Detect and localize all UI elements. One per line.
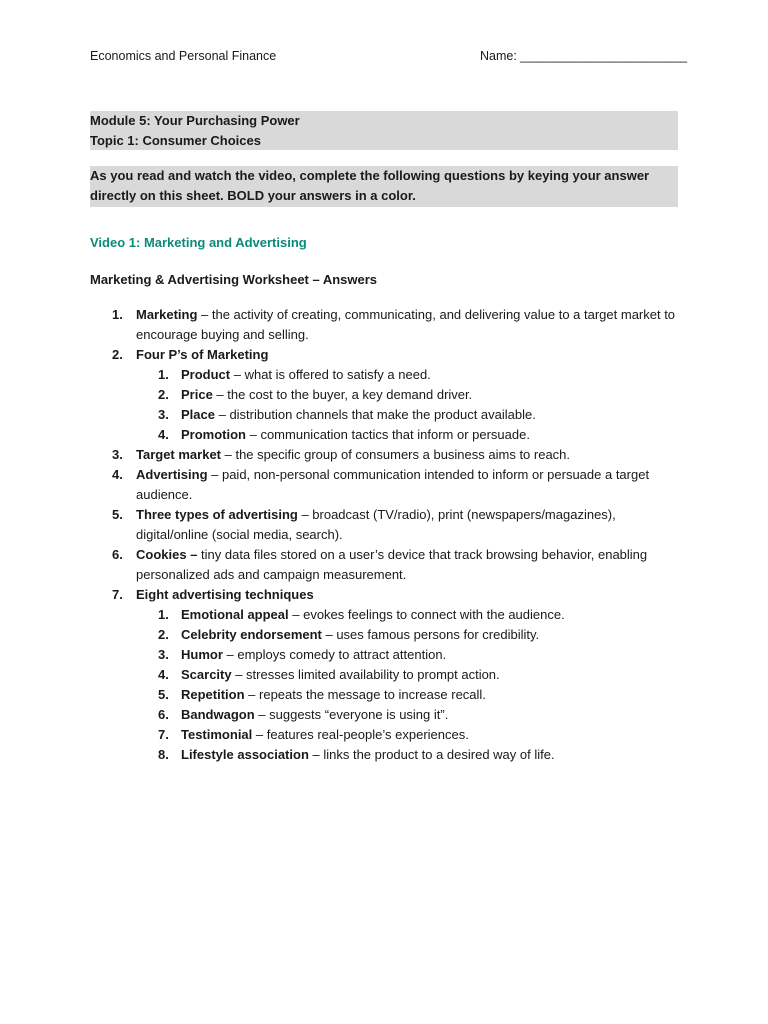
- sub-list-item: [136, 385, 680, 405]
- item-term: Four P’s of Marketing: [136, 347, 269, 362]
- list-item: [90, 445, 680, 465]
- item-term: Emotional appeal: [181, 607, 289, 622]
- module-title: Module 5: Your Purchasing Power: [90, 113, 300, 128]
- sub-list-item: [136, 745, 680, 765]
- item-number: 1.: [158, 367, 169, 382]
- sub-list-item: [136, 725, 680, 745]
- item-term: Promotion: [181, 427, 246, 442]
- list-item: [90, 585, 680, 765]
- item-definition: – evokes feelings to connect with the audience.: [288, 607, 565, 622]
- item-definition: – the cost to the buyer, a key demand driver.: [212, 387, 473, 402]
- item-number: 7.: [112, 587, 123, 602]
- video-title: Video 1: Marketing and Advertising: [90, 235, 307, 250]
- item-term: Advertising: [136, 467, 208, 482]
- sub-list-item: [136, 605, 680, 625]
- item-definition: – broadcast (TV/radio), print (newspapers/magazines), digital/online (social media, search).: [136, 507, 616, 542]
- sub-list-item: [136, 425, 680, 445]
- item-definition: – employs comedy to attract attention.: [222, 647, 447, 662]
- item-term: Testimonial: [181, 727, 253, 742]
- sub-list-item: [136, 645, 680, 665]
- list-item: [90, 305, 680, 345]
- item-number: 6.: [112, 547, 123, 562]
- item-number: 5.: [158, 687, 169, 702]
- item-term: Price: [181, 387, 213, 402]
- list-item: [90, 505, 680, 545]
- item-number: 2.: [112, 347, 123, 362]
- item-definition: – paid, non-personal communication intended to inform or persuade a target audience.: [136, 467, 650, 502]
- item-definition: – what is offered to satisfy a need.: [230, 367, 431, 382]
- sub-list: [136, 365, 680, 445]
- item-number: 3.: [112, 447, 123, 462]
- item-definition: – repeats the message to increase recall.: [244, 687, 486, 702]
- item-number: 1.: [112, 307, 123, 322]
- course-title: Economics and Personal Finance: [90, 49, 277, 63]
- item-number: 4.: [112, 467, 123, 482]
- item-term: Repetition: [181, 687, 245, 702]
- item-definition: – distribution channels that make the product available.: [214, 407, 536, 422]
- instructions-line-1: As you read and watch the video, complete the following questions by keying your answer: [90, 168, 650, 183]
- list-item: [90, 465, 680, 505]
- item-number: 1.: [158, 607, 169, 622]
- item-term: Cookies –: [136, 547, 198, 562]
- sub-list: [136, 605, 680, 765]
- item-term: Marketing: [136, 307, 198, 322]
- page-header: [90, 46, 688, 66]
- sub-list-item: [136, 625, 680, 645]
- item-term: Target market: [136, 447, 222, 462]
- item-definition: – the specific group of consumers a business aims to reach.: [221, 447, 571, 462]
- item-term: Eight advertising techniques: [136, 587, 314, 602]
- item-term: Bandwagon: [181, 707, 255, 722]
- item-term: Place: [181, 407, 215, 422]
- sub-list-item: [136, 365, 680, 385]
- item-definition: – the activity of creating, communicating, and delivering value to a target market to encourage buying and selling.: [136, 307, 676, 342]
- item-number: 4.: [158, 427, 169, 442]
- item-definition: – links the product to a desired way of life.: [308, 747, 555, 762]
- item-number: 2.: [158, 627, 169, 642]
- item-number: 8.: [158, 747, 169, 762]
- sub-list-item: [136, 405, 680, 425]
- item-definition: – stresses limited availability to prompt action.: [231, 667, 500, 682]
- instructions-line-2: directly on this sheet. BOLD your answers in a color.: [90, 187, 416, 203]
- answer-list: [90, 305, 680, 765]
- item-number: 2.: [158, 387, 169, 402]
- item-definition: – uses famous persons for credibility.: [321, 627, 540, 642]
- item-definition: – features real-people’s experiences.: [252, 727, 469, 742]
- item-number: 3.: [158, 407, 169, 422]
- sub-list-item: [136, 685, 680, 705]
- item-term: Product: [181, 367, 231, 382]
- item-term: Humor: [181, 647, 223, 662]
- item-definition: tiny data files stored on a user’s device that track browsing behavior, enabling personalized ads and campaign measurement.: [136, 547, 648, 582]
- item-definition: – suggests “everyone is using it”.: [254, 707, 449, 722]
- item-definition: – communication tactics that inform or persuade.: [246, 427, 530, 442]
- list-item: [90, 545, 680, 585]
- name-field-label: Name: ________________________: [480, 49, 688, 63]
- item-number: 7.: [158, 727, 169, 742]
- instructions-box: [90, 166, 678, 207]
- item-term: Lifestyle association: [181, 747, 309, 762]
- topic-title: Topic 1: Consumer Choices: [90, 133, 261, 148]
- item-number: 4.: [158, 667, 169, 682]
- item-number: 6.: [158, 707, 169, 722]
- sub-list-item: [136, 665, 680, 685]
- worksheet-title: Marketing & Advertising Worksheet – Answers: [90, 272, 378, 287]
- sub-list-item: [136, 705, 680, 725]
- module-box: [90, 111, 678, 150]
- item-term: Celebrity endorsement: [181, 627, 322, 642]
- item-term: Scarcity: [181, 667, 232, 682]
- list-item: [90, 345, 680, 445]
- item-number: 5.: [112, 507, 123, 522]
- item-number: 3.: [158, 647, 169, 662]
- item-term: Three types of advertising: [136, 507, 298, 522]
